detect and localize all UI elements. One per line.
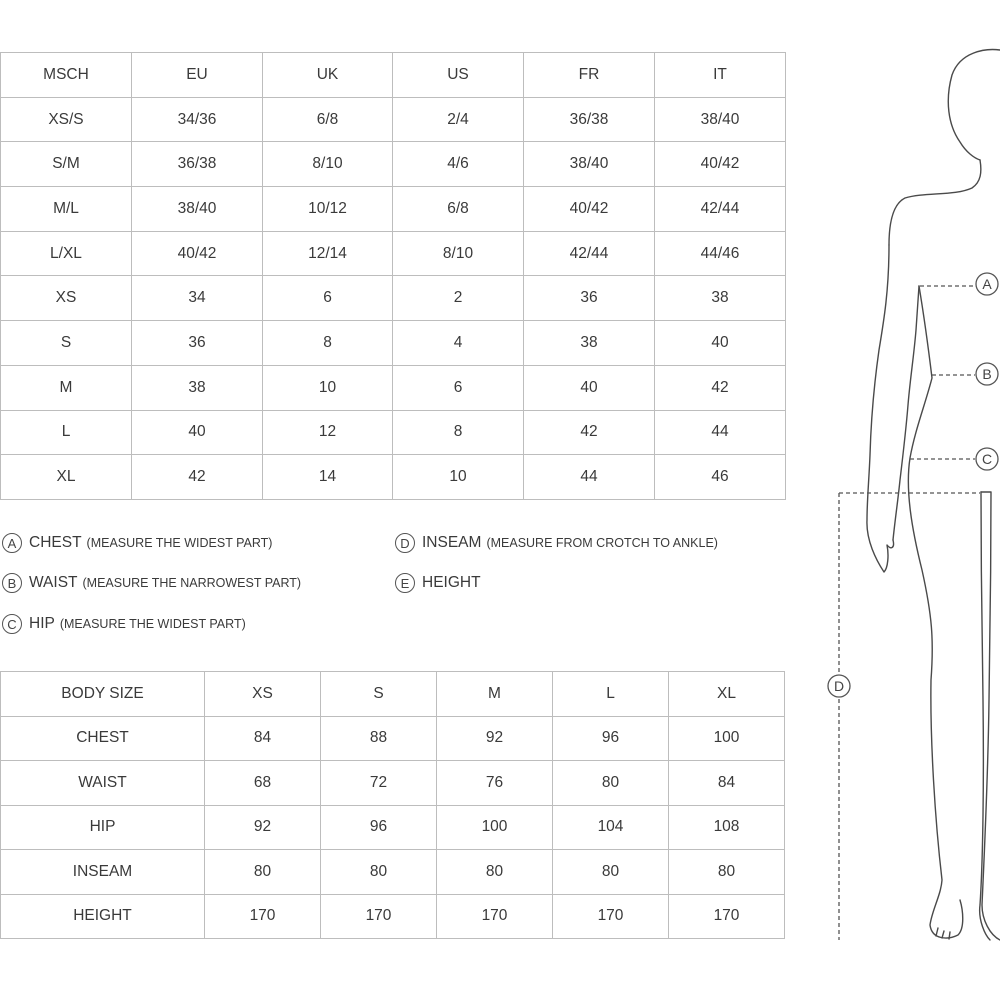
table-cell: 46 xyxy=(655,455,786,500)
legend-letter: C xyxy=(2,614,22,634)
table-cell: 6/8 xyxy=(263,97,393,142)
legend-letter: A xyxy=(2,533,22,553)
legend-name: HEIGHT xyxy=(422,574,481,591)
table-row xyxy=(1,276,786,321)
column-header: IT xyxy=(655,53,786,98)
table-cell: 2 xyxy=(393,276,524,321)
column-header: FR xyxy=(524,53,655,98)
table-cell: 36 xyxy=(524,276,655,321)
table-cell: 38 xyxy=(655,276,786,321)
table-cell: 170 xyxy=(553,894,669,939)
legend-note: (MEASURE THE WIDEST PART) xyxy=(86,536,273,550)
table-cell: 88 xyxy=(321,716,437,761)
table-cell: 40 xyxy=(524,365,655,410)
table-cell: 34 xyxy=(132,276,263,321)
legend-item-inseam xyxy=(395,533,718,553)
marker-a xyxy=(976,273,998,295)
marker-c-label: C xyxy=(981,451,993,467)
table-cell: 40 xyxy=(132,410,263,455)
table-row xyxy=(1,805,785,850)
table-cell: 170 xyxy=(669,894,785,939)
table-row xyxy=(1,894,785,939)
table-cell: 10 xyxy=(263,365,393,410)
marker-d-label: D xyxy=(833,678,845,694)
table-cell: 34/36 xyxy=(132,97,263,142)
table-cell: 170 xyxy=(205,894,321,939)
table-cell: 6/8 xyxy=(393,187,524,232)
table-cell: 40 xyxy=(655,321,786,366)
table-row xyxy=(1,716,785,761)
legend-note: (MEASURE THE WIDEST PART) xyxy=(59,617,246,631)
table-cell: CHEST xyxy=(1,716,205,761)
table-cell: 80 xyxy=(553,761,669,806)
table-cell: 6 xyxy=(393,365,524,410)
table-cell: S xyxy=(1,321,132,366)
legend-letter: D xyxy=(395,533,415,553)
table-cell: 38/40 xyxy=(524,142,655,187)
table-cell: L/XL xyxy=(1,231,132,276)
marker-c xyxy=(976,448,998,470)
column-header: MSCH xyxy=(1,53,132,98)
table-cell: INSEAM xyxy=(1,850,205,895)
table-cell: 38/40 xyxy=(132,187,263,232)
body-size-table xyxy=(0,671,785,939)
table-cell: 42 xyxy=(132,455,263,500)
marker-a-label: A xyxy=(982,276,992,292)
table-cell: 104 xyxy=(553,805,669,850)
legend-item-height xyxy=(395,573,481,593)
table-row xyxy=(1,455,786,500)
table-row xyxy=(1,761,785,806)
column-header: XL xyxy=(669,672,785,717)
table-cell: 100 xyxy=(669,716,785,761)
table-cell: 12 xyxy=(263,410,393,455)
marker-b xyxy=(976,363,998,385)
table-cell: L xyxy=(1,410,132,455)
table-cell: 44 xyxy=(524,455,655,500)
legend-name: INSEAM xyxy=(422,534,482,551)
table-cell: 38 xyxy=(524,321,655,366)
table-cell: 10 xyxy=(393,455,524,500)
marker-d xyxy=(828,675,850,697)
column-header: M xyxy=(437,672,553,717)
table-cell: 42 xyxy=(524,410,655,455)
table-cell: 4/6 xyxy=(393,142,524,187)
table-row xyxy=(1,231,786,276)
table-row xyxy=(1,142,786,187)
table-cell: 10/12 xyxy=(263,187,393,232)
column-header: BODY SIZE xyxy=(1,672,205,717)
table-row xyxy=(1,97,786,142)
table-cell: 108 xyxy=(669,805,785,850)
table-cell: 80 xyxy=(553,850,669,895)
column-header: UK xyxy=(263,53,393,98)
table-cell: 42/44 xyxy=(655,187,786,232)
table-cell: 44/46 xyxy=(655,231,786,276)
table-cell: 36/38 xyxy=(132,142,263,187)
table-cell: 40/42 xyxy=(524,187,655,232)
table-cell: 96 xyxy=(553,716,669,761)
table-cell: M xyxy=(1,365,132,410)
legend-letter: E xyxy=(395,573,415,593)
table-cell: 2/4 xyxy=(393,97,524,142)
table-cell: 6 xyxy=(263,276,393,321)
table-cell: 80 xyxy=(205,850,321,895)
size-table-header-row xyxy=(1,53,786,98)
table-cell: 8/10 xyxy=(393,231,524,276)
legend-item-hip xyxy=(2,614,246,634)
table-cell: 100 xyxy=(437,805,553,850)
table-cell: 80 xyxy=(669,850,785,895)
table-cell: 42/44 xyxy=(524,231,655,276)
column-header: EU xyxy=(132,53,263,98)
table-cell: 80 xyxy=(321,850,437,895)
body-figure-illustration xyxy=(820,40,1000,960)
column-header: S xyxy=(321,672,437,717)
table-cell: 72 xyxy=(321,761,437,806)
column-header: US xyxy=(393,53,524,98)
table-cell: 68 xyxy=(205,761,321,806)
marker-b-label: B xyxy=(982,366,992,382)
legend-item-chest xyxy=(2,533,272,553)
table-cell: HEIGHT xyxy=(1,894,205,939)
table-cell: 170 xyxy=(437,894,553,939)
legend-name: HIP xyxy=(29,615,55,632)
table-cell: 92 xyxy=(437,716,553,761)
legend-item-waist xyxy=(2,573,301,593)
table-cell: 96 xyxy=(321,805,437,850)
table-cell: HIP xyxy=(1,805,205,850)
table-cell: 84 xyxy=(205,716,321,761)
table-cell: 84 xyxy=(669,761,785,806)
legend-note: (MEASURE THE NARROWEST PART) xyxy=(82,576,302,590)
table-cell: 36 xyxy=(132,321,263,366)
table-row xyxy=(1,321,786,366)
table-cell: 14 xyxy=(263,455,393,500)
table-cell: 92 xyxy=(205,805,321,850)
column-header: XS xyxy=(205,672,321,717)
table-cell: 38/40 xyxy=(655,97,786,142)
body-table-header-row xyxy=(1,672,785,717)
table-cell: S/M xyxy=(1,142,132,187)
table-cell: 12/14 xyxy=(263,231,393,276)
table-cell: M/L xyxy=(1,187,132,232)
table-cell: 8/10 xyxy=(263,142,393,187)
table-row xyxy=(1,410,786,455)
table-row xyxy=(1,187,786,232)
table-cell: 8 xyxy=(263,321,393,366)
table-cell: 44 xyxy=(655,410,786,455)
table-cell: 4 xyxy=(393,321,524,366)
size-conversion-table xyxy=(0,52,786,500)
table-cell: XS xyxy=(1,276,132,321)
table-row xyxy=(1,365,786,410)
table-cell: XL xyxy=(1,455,132,500)
table-cell: 42 xyxy=(655,365,786,410)
table-cell: 36/38 xyxy=(524,97,655,142)
body-outline xyxy=(867,50,1000,940)
table-cell: 40/42 xyxy=(132,231,263,276)
table-cell: 40/42 xyxy=(655,142,786,187)
column-header: L xyxy=(553,672,669,717)
legend-name: WAIST xyxy=(29,574,78,591)
table-cell: 76 xyxy=(437,761,553,806)
table-cell: 80 xyxy=(437,850,553,895)
legend-note: (MEASURE FROM CROTCH TO ANKLE) xyxy=(486,536,718,550)
table-cell: 8 xyxy=(393,410,524,455)
table-row xyxy=(1,850,785,895)
table-cell: WAIST xyxy=(1,761,205,806)
legend-name: CHEST xyxy=(29,534,82,551)
table-cell: 170 xyxy=(321,894,437,939)
table-cell: 38 xyxy=(132,365,263,410)
legend-letter: B xyxy=(2,573,22,593)
table-cell: XS/S xyxy=(1,97,132,142)
